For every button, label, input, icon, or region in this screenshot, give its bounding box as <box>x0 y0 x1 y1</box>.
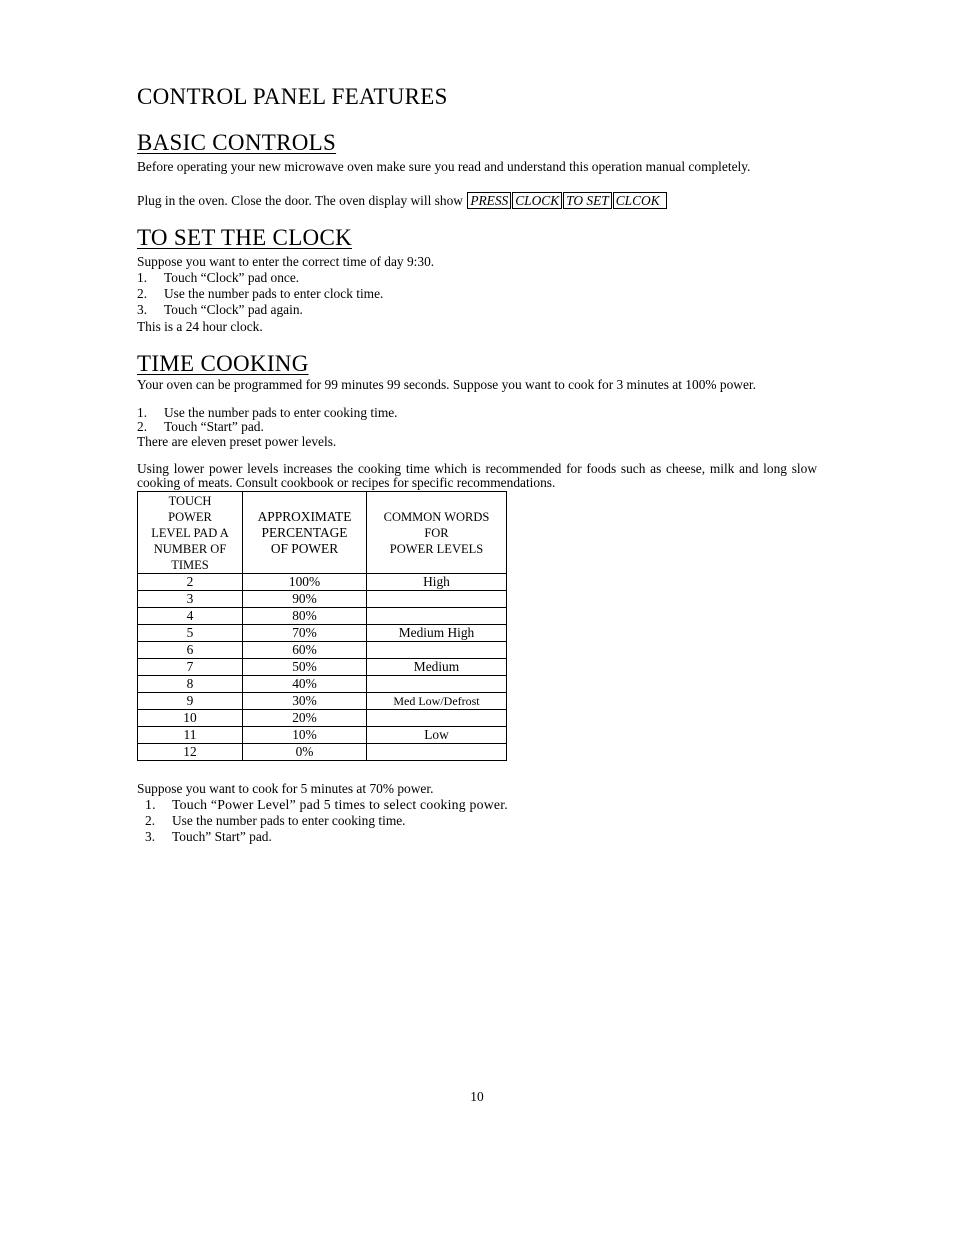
display-word-press: PRESS <box>467 192 511 209</box>
power-level-table <box>137 491 507 761</box>
power-levels-note: There are eleven preset power levels. <box>137 434 337 449</box>
page-number: 10 <box>470 1089 484 1104</box>
table-row: 2 100% High <box>138 574 507 591</box>
table-row: 8 40% <box>138 676 507 693</box>
set-clock-heading: TO SET THE CLOCK <box>137 225 353 250</box>
table-row: 5 70% Medium High <box>138 625 507 642</box>
header-touch-power-level: TOUCH POWER LEVEL PAD A NUMBER OF TIMES <box>138 492 243 574</box>
list-item: 3. Touch” Start” pad. <box>145 829 272 844</box>
list-item: 1. Touch “Clock” pad once. <box>137 270 300 285</box>
example-steps <box>137 797 508 845</box>
display-word-clock: CLOCK <box>512 192 562 209</box>
table-row: 7 50% Medium <box>138 659 507 676</box>
list-item: 2. Touch “Start” pad. <box>137 419 264 434</box>
list-item: 2. Use the number pads to enter clock time. <box>137 286 384 301</box>
table-header-row <box>138 492 507 574</box>
header-common-words: COMMON WORDS FOR POWER LEVELS <box>367 492 507 574</box>
time-cooking-intro: Your oven can be programmed for 99 minutes 99 seconds. Suppose you want to cook for 3 minutes at 100% power. <box>137 377 756 392</box>
table-row: 6 60% <box>138 642 507 659</box>
set-clock-intro: Suppose you want to enter the correct time of day 9:30. <box>137 254 435 269</box>
list-item: 1. Touch “Power Level” pad 5 times to select cooking power. <box>145 797 508 812</box>
table-row: 4 80% <box>138 608 507 625</box>
time-cooking-steps <box>137 405 398 434</box>
example-intro: Suppose you want to cook for 5 minutes at 70% power. <box>137 781 434 796</box>
header-approximate-percentage: APPROXIMATE PERCENTAGE OF POWER <box>243 492 367 574</box>
table-row: 10 20% <box>138 710 507 727</box>
basic-controls-heading: BASIC CONTROLS <box>137 130 337 155</box>
table-row: 11 10% Low <box>138 727 507 744</box>
set-clock-steps <box>137 270 383 318</box>
basic-controls-intro: Before operating your new microwave oven make sure you read and understand this operation manual completely. <box>137 159 751 174</box>
lower-power-paragraph: Using lower power levels increases the cooking time which is recommended for foods such as cheese, milk and long slow cooking of meats. Consult cookbook or recipes for specific recommendations. <box>137 461 817 490</box>
clock-note: This is a 24 hour clock. <box>137 319 263 334</box>
list-item: 2. Use the number pads to enter cooking time. <box>145 813 406 828</box>
plug-in-text: Plug in the oven. Close the door. The oven display will show <box>137 193 463 208</box>
page-title: CONTROL PANEL FEATURES <box>137 84 448 109</box>
display-word-clcok: CLCOK <box>613 192 667 209</box>
table-row: 9 30% Med Low/Defrost <box>138 693 507 710</box>
plug-in-paragraph <box>137 192 817 209</box>
display-word-to-set: TO SET <box>563 192 612 209</box>
list-item: 1. Use the number pads to enter cooking time. <box>137 405 398 420</box>
table-row: 12 0% <box>138 744 507 761</box>
list-item: 3. Touch “Clock” pad again. <box>137 302 303 317</box>
table-row: 3 90% <box>138 591 507 608</box>
time-cooking-heading: TIME COOKING <box>137 351 309 376</box>
